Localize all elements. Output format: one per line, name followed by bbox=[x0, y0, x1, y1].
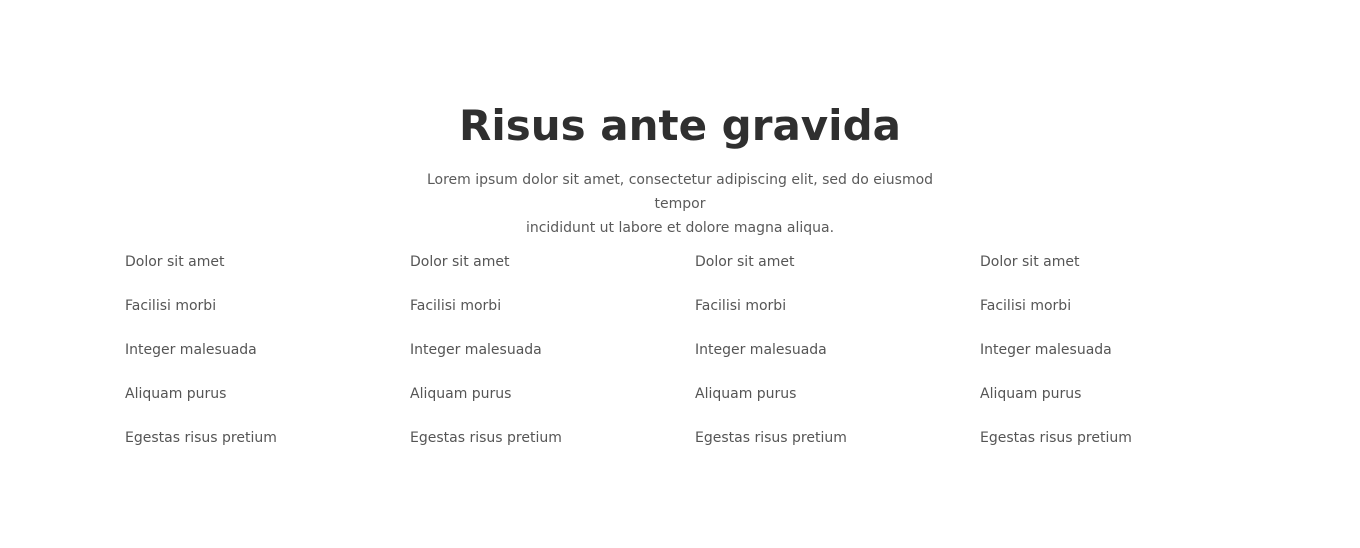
section-title: Risus ante gravida bbox=[459, 101, 901, 150]
link-item[interactable]: Egestas risus pretium bbox=[125, 430, 277, 446]
link-item[interactable]: Facilisi morbi bbox=[410, 298, 502, 314]
section-subtitle-line-1: Lorem ipsum dolor sit amet, consectetur adipiscing elit, sed do eiusmod tempor bbox=[426, 172, 934, 212]
link-column-4 bbox=[980, 250, 1240, 470]
link-item[interactable]: Integer malesuada bbox=[695, 342, 827, 358]
link-column-2 bbox=[410, 250, 670, 470]
section-subtitle-line-2: incididunt ut labore et dolore magna aliqua. bbox=[525, 220, 835, 236]
link-item[interactable]: Aliquam purus bbox=[125, 386, 227, 402]
link-item[interactable]: Egestas risus pretium bbox=[695, 430, 847, 446]
link-item[interactable]: Integer malesuada bbox=[125, 342, 257, 358]
link-column-3 bbox=[695, 250, 955, 470]
link-item[interactable]: Facilisi morbi bbox=[695, 298, 787, 314]
link-item[interactable]: Aliquam purus bbox=[410, 386, 512, 402]
link-item[interactable]: Egestas risus pretium bbox=[980, 430, 1132, 446]
link-item[interactable]: Aliquam purus bbox=[980, 386, 1082, 402]
link-item[interactable]: Integer malesuada bbox=[980, 342, 1112, 358]
link-item[interactable]: Facilisi morbi bbox=[980, 298, 1072, 314]
link-item[interactable]: Dolor sit amet bbox=[410, 254, 510, 270]
link-columns bbox=[125, 250, 1265, 470]
link-item[interactable]: Dolor sit amet bbox=[125, 254, 225, 270]
link-item[interactable]: Egestas risus pretium bbox=[410, 430, 562, 446]
link-item[interactable]: Dolor sit amet bbox=[695, 254, 795, 270]
link-item[interactable]: Integer malesuada bbox=[410, 342, 542, 358]
section-subtitle bbox=[405, 168, 955, 240]
link-item[interactable]: Facilisi morbi bbox=[125, 298, 217, 314]
link-column-1 bbox=[125, 250, 385, 470]
link-item[interactable]: Dolor sit amet bbox=[980, 254, 1080, 270]
link-item[interactable]: Aliquam purus bbox=[695, 386, 797, 402]
